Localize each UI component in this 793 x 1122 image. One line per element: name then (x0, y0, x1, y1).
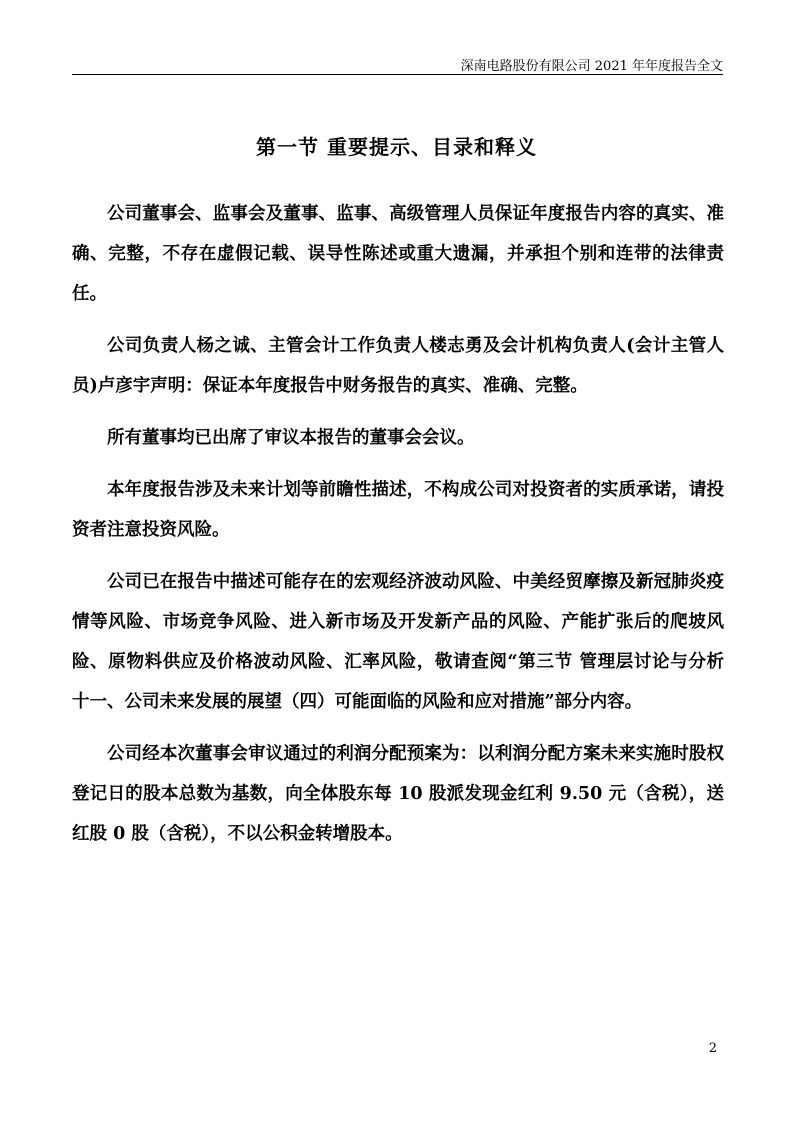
paragraph-responsibility-statement: 公司董事会、监事会及董事、监事、高级管理人员保证年度报告内容的真实、准确、完整，不存在虚假记载、误导性陈述或重大遗漏，并承担个别和连带的法律责任。 (72, 204, 724, 304)
section-title: 第一节 重要提示、目录和释义 (256, 135, 537, 159)
paragraph-financial-statement-declaration: 公司负责人杨之诚、主管会计工作负责人楼志勇及会计机构负责人(会计主管人员)卢彦宇声明：保证本年度报告中财务报告的真实、准确、完整。 (72, 336, 724, 396)
paragraph-forward-looking-disclaimer: 本年度报告涉及未来计划等前瞻性描述，不构成公司对投资者的实质承诺，请投资者注意投资风险。 (72, 480, 724, 540)
header-rule (72, 74, 723, 75)
running-header: 深南电路股份有限公司 2021 年年度报告全文 (460, 59, 723, 74)
paragraph-profit-distribution: 公司经本次董事会审议通过的利润分配预案为：以利润分配方案未来实施时股权登记日的股本总数为基数，向全体股东每 10 股派发现金红利 9.50 元（含税），送红股 0 股（含税），不以公积金转增股本。 (72, 744, 724, 844)
body-text (72, 194, 724, 866)
page-number: 2 (708, 1041, 717, 1056)
paragraph-board-attendance: 所有董事均已出席了审议本报告的董事会会议。 (107, 428, 475, 448)
paragraph-risk-factors: 公司已在报告中描述可能存在的宏观经济波动风险、中美经贸摩擦及新冠肺炎疫情等风险、市场竞争风险、进入新市场及开发新产品的风险、产能扩张后的爬坡风险、原物料供应及价格波动风险、汇率风险，敬请查阅“第三节 管理层讨论与分析 十一、公司未来发展的展望（四）可能面临的风险和应对措施”部分内容。 (72, 572, 724, 712)
